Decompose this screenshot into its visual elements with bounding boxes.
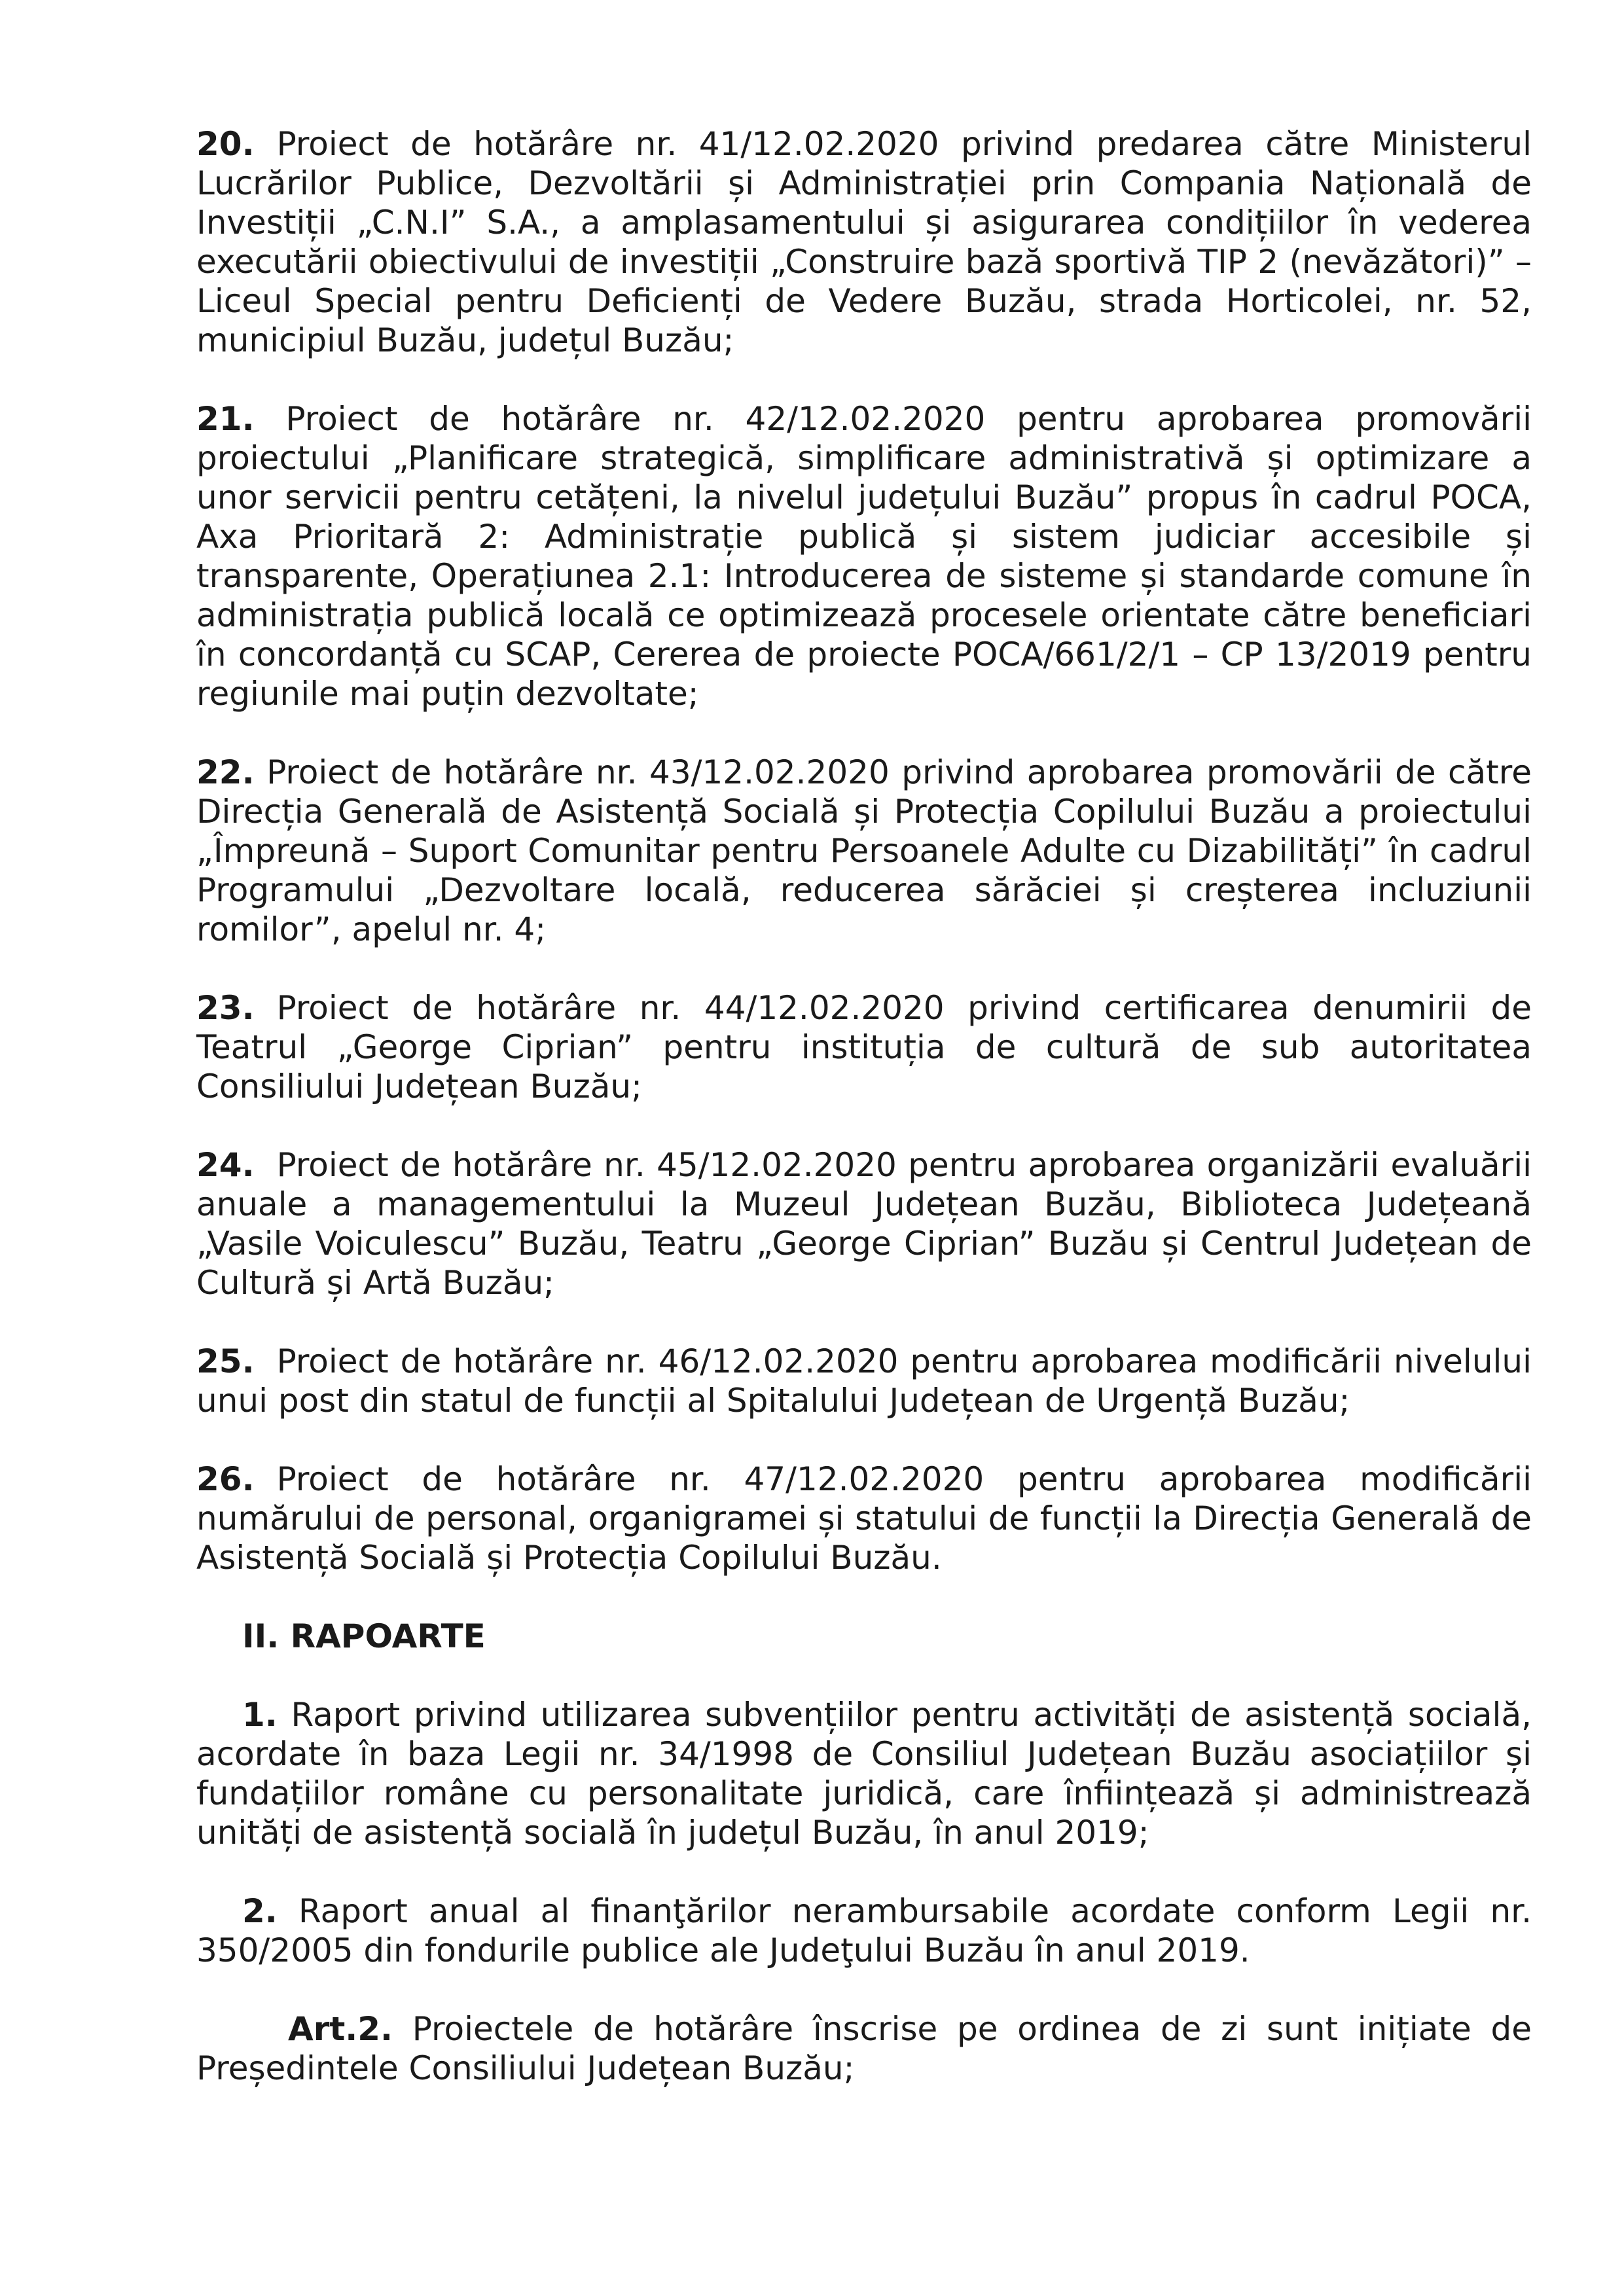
project-text: Proiect de hotărâre nr. 41/12.02.2020 privind predarea către Ministerul Lucrărilor Publice, Dezvoltării și Administrației prin Compania Națională de Investiții „C.N.I” S.A., a amplasamentului și asigurarea condițiilor în vederea executării obiectivului de investiții „Construire bază sportivă TIP 2 (nevăzători)” – Liceul Special pentru Deficienți de Vedere Buzău, strada Horticolei, nr. 52, municipiul Buzău, județul Buzău; xyxy=(196,125,1532,359)
project-item-21 xyxy=(196,399,1532,713)
report-number: 1. xyxy=(242,1696,278,1734)
project-item-22 xyxy=(196,753,1532,949)
report-text: Raport privind utilizarea subvențiilor pentru activități de asistență socială, acordate în baza Legii nr. 34/1998 de Consiliul Județean Buzău asociațiilor și fundațiilor române cu personalitate juridică, care înființează și administrează unități de asistență socială în județul Buzău, în anul 2019; xyxy=(196,1696,1532,1852)
report-item-2 xyxy=(196,1892,1532,1970)
project-number: 25. xyxy=(196,1342,255,1380)
section-heading-reports: II. RAPOARTE xyxy=(242,1617,486,1655)
project-number: 21. xyxy=(196,400,255,438)
project-number: 22. xyxy=(196,753,255,791)
document-page xyxy=(196,124,1532,2088)
report-number: 2. xyxy=(242,1892,278,1930)
article-text: Proiectele de hotărâre înscrise pe ordinea de zi sunt inițiate de Președintele Consiliului Județean Buzău; xyxy=(196,2010,1532,2087)
project-item-20 xyxy=(196,124,1532,360)
project-number: 26. xyxy=(196,1460,255,1498)
project-text: Proiect de hotărâre nr. 43/12.02.2020 privind aprobarea promovării de către Direcția Generală de Asistență Socială și Protecția Copilului Buzău a proiectului „Împreună – Suport Comunitar pentru Persoanele Adulte cu Dizabilități” în cadrul Programului „Dezvoltare locală, reducerea sărăciei și creșterea incluziunii romilor”, apelul nr. 4; xyxy=(196,753,1532,948)
article-2 xyxy=(196,2009,1532,2088)
project-item-26 xyxy=(196,1460,1532,1577)
project-number: 20. xyxy=(196,125,255,163)
project-number: 24. xyxy=(196,1146,255,1184)
project-number: 23. xyxy=(196,989,255,1027)
project-item-24 xyxy=(196,1145,1532,1302)
project-item-25 xyxy=(196,1342,1532,1420)
article-label: Art.2. xyxy=(288,2010,393,2048)
report-text: Raport anual al finanţărilor nerambursabile acordate conform Legii nr. 350/2005 din fondurile publice ale Judeţului Buzău în anul 2019. xyxy=(196,1892,1532,1969)
project-item-23 xyxy=(196,988,1532,1106)
project-text: Proiect de hotărâre nr. 46/12.02.2020 pentru aprobarea modificării nivelului unui post din statul de funcții al Spitalului Județean de Urgență Buzău; xyxy=(196,1342,1532,1420)
report-item-1 xyxy=(196,1695,1532,1852)
project-text: Proiect de hotărâre nr. 42/12.02.2020 pentru aprobarea promovării proiectului „Planificare strategică, simplificare administrativă și optimizare a unor servicii pentru cetățeni, la nivelul județului Buzău” propus în cadrul POCA, Axa Prioritară 2: Administrație publică și sistem judiciar accesibile și transparente, Operațiunea 2.1: Introducerea de sisteme și standarde comune în administrația publică locală ce optimizează procesele orientate către beneficiari în concordanță cu SCAP, Cererea de proiecte POCA/661/2/1 – CP 13/2019 pentru regiunile mai puțin dezvoltate; xyxy=(196,400,1532,713)
project-text: Proiect de hotărâre nr. 45/12.02.2020 pentru aprobarea organizării evaluării anuale a managementului la Muzeul Județean Buzău, Biblioteca Județeană „Vasile Voiculescu” Buzău, Teatru „George Ciprian” Buzău și Centrul Județean de Cultură și Artă Buzău; xyxy=(196,1146,1532,1302)
project-text: Proiect de hotărâre nr. 47/12.02.2020 pentru aprobarea modificării numărului de personal, organigramei și statului de funcții la Direcția Generală de Asistență Socială și Protecția Copilului Buzău. xyxy=(196,1460,1532,1577)
project-text: Proiect de hotărâre nr. 44/12.02.2020 privind certificarea denumirii de Teatrul „George Ciprian” pentru instituția de cultură de sub autoritatea Consiliului Județean Buzău; xyxy=(196,989,1532,1105)
